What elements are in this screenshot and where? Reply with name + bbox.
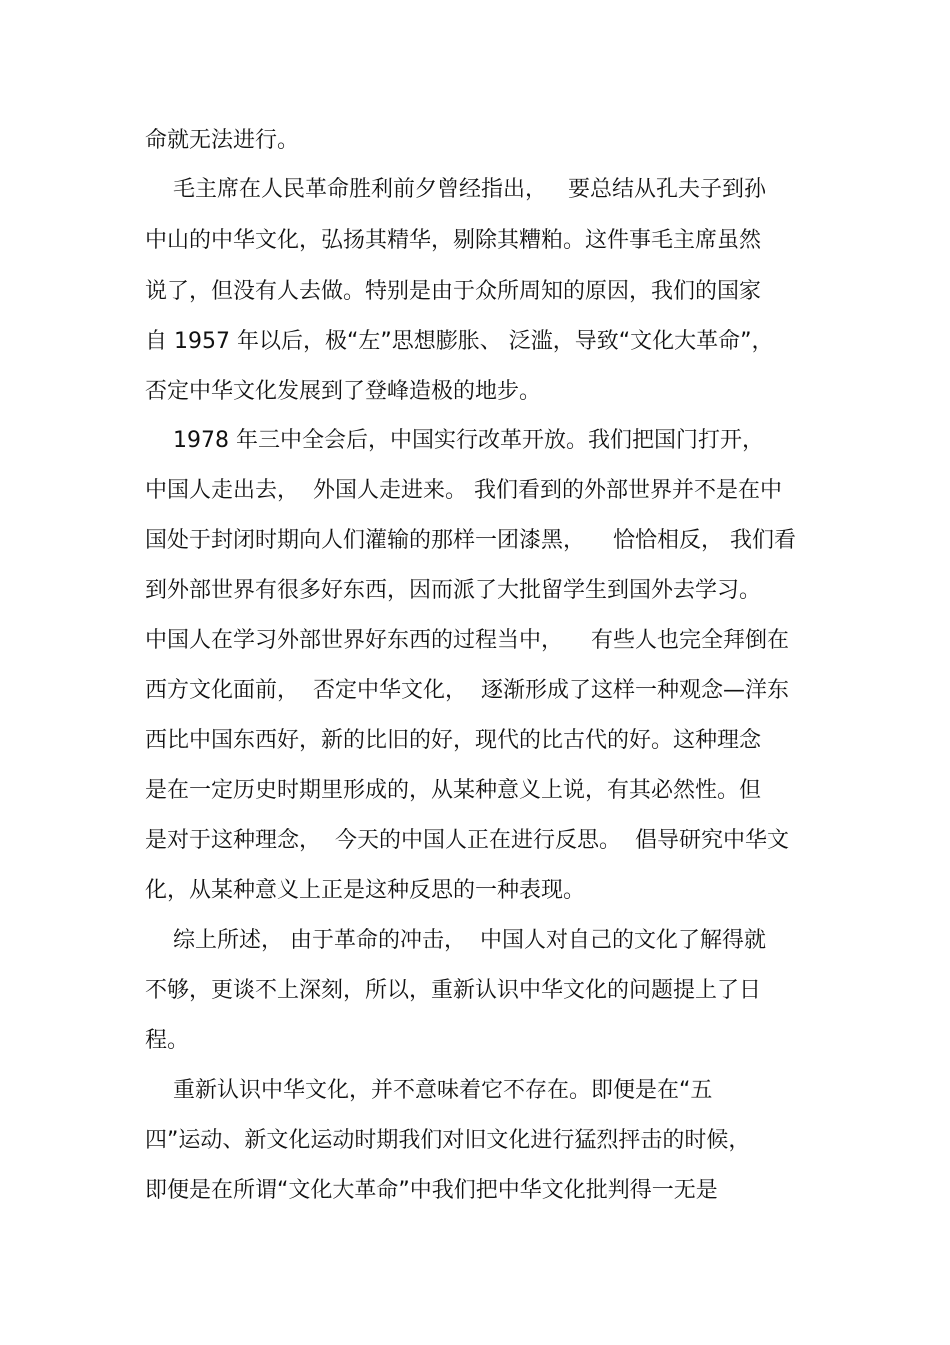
text-line: 否定中华文化发展到了登峰造极的地步。 (145, 379, 542, 404)
text-line: 毛主席在人民革命胜利前夕曾经指出， 要总结从孔夫子到孙 (145, 177, 766, 202)
text-line: 西比中国东西好，新的比旧的好，现代的比古代的好。这种理念 (145, 728, 762, 753)
text-line: 西方文化面前， 否定中华文化， 逐渐形成了这样一种观念—洋东 (145, 678, 789, 703)
text-line: 国处于封闭时期向人们灌输的那样一团漆黑， 恰恰相反， 我们看 (145, 528, 796, 553)
text-line: 程。 (145, 1028, 190, 1053)
text-line: 中国人走出去， 外国人走进来。 我们看到的外部世界并不是在中 (145, 478, 782, 503)
text-line: 是对于这种理念， 今天的中国人正在进行反思。 倡导研究中华文 (145, 828, 789, 853)
text-line: 命就无法进行。 (145, 128, 300, 153)
text-line: 化，从某种意义上正是这种反思的一种表现。 (145, 878, 586, 903)
text-line: 到外部世界有很多好东西，因而派了大批留学生到国外去学习。 (145, 578, 762, 603)
text-line: 四”运动、新文化运动时期我们对旧文化进行猛烈抨击的时候， (145, 1128, 751, 1153)
text-line: 是在一定历史时期里形成的，从某种意义上说，有其必然性。但 (145, 778, 762, 803)
text-line: 不够，更谈不上深刻，所以，重新认识中华文化的问题提上了日 (145, 978, 762, 1003)
text-line: 说了，但没有人去做。特别是由于众所周知的原因，我们的国家 (145, 279, 762, 304)
text-line: 自 1957 年以后，极“左”思想膨胀、 泛滥，导致“文化大革命”， (145, 329, 774, 354)
text-line: 1978 年三中全会后，中国实行改革开放。我们把国门打开， (145, 428, 764, 453)
text-line: 综上所述， 由于革命的冲击， 中国人对自己的文化了解得就 (145, 928, 766, 953)
text-line: 中山的中华文化，弘扬其精华，剔除其糟粕。这件事毛主席虽然 (145, 228, 762, 253)
text-line: 中国人在学习外部世界好东西的过程当中， 有些人也完全拜倒在 (145, 628, 789, 653)
text-line: 即便是在所谓“文化大革命”中我们把中华文化批判得一无是 (145, 1178, 718, 1203)
text-line: 重新认识中华文化，并不意味着它不存在。即便是在“五 (145, 1078, 713, 1103)
